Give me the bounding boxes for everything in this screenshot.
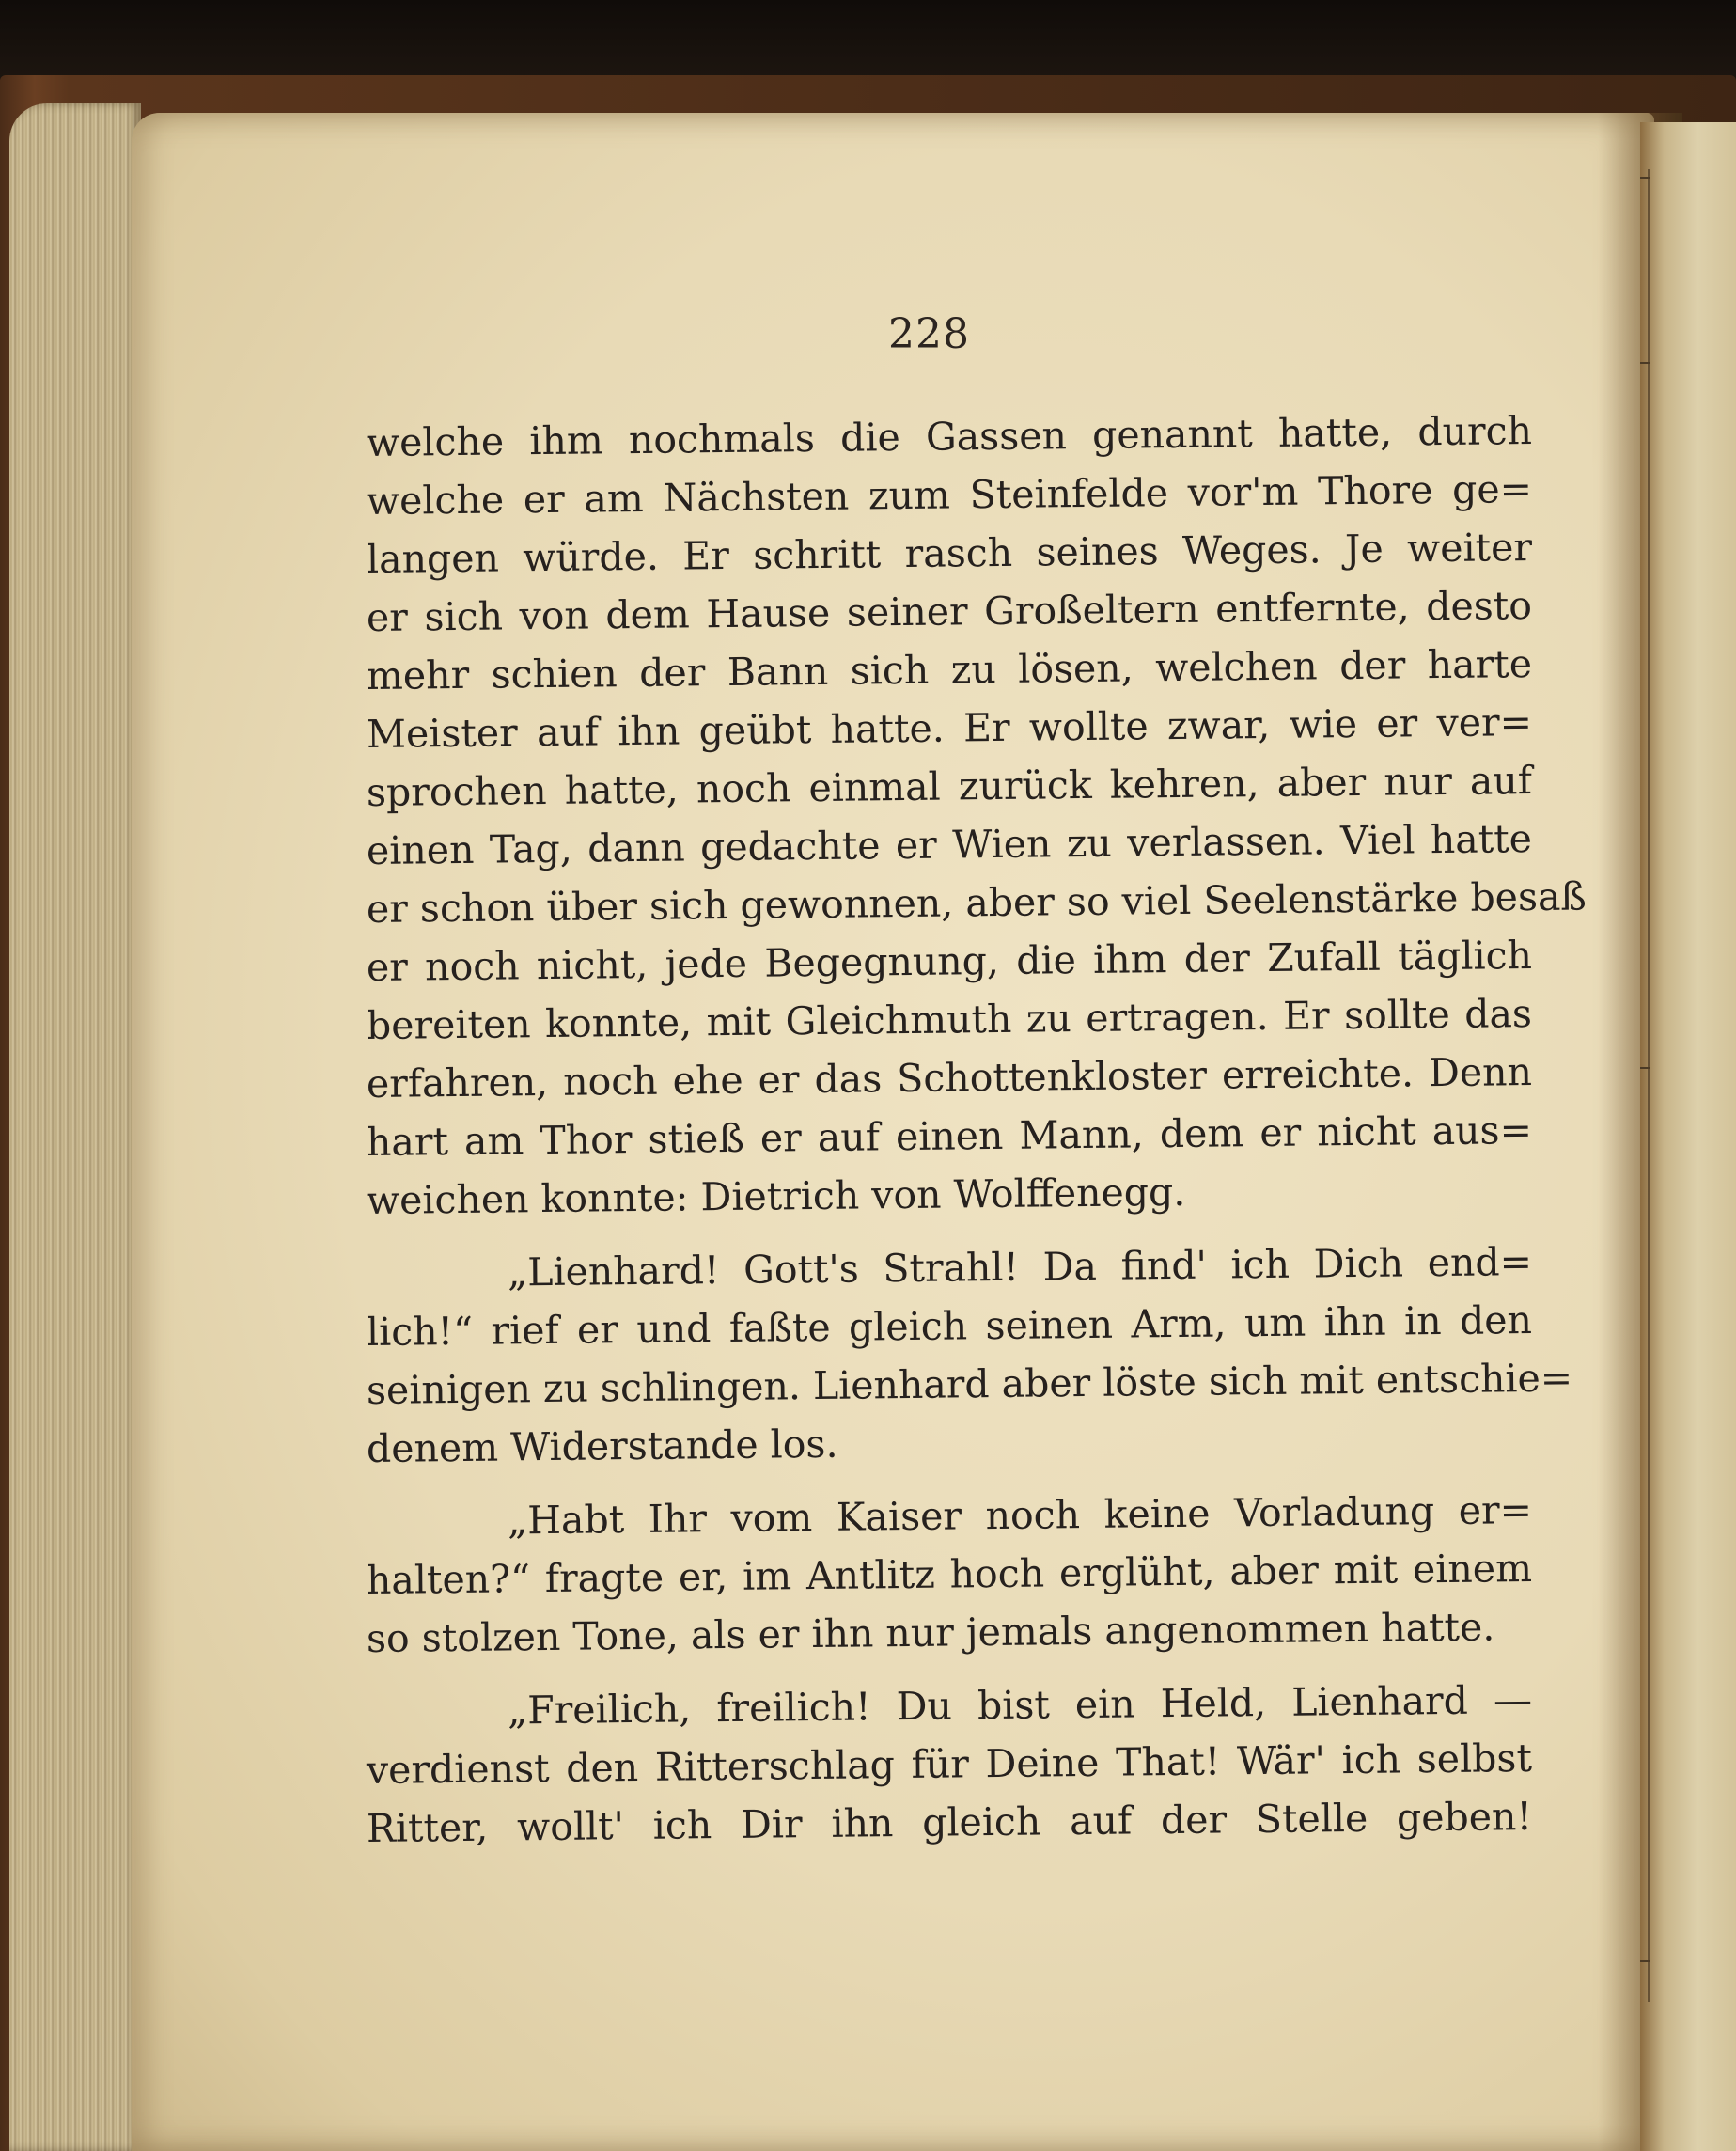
text-line: er schon über sich gewonnen, aber so viel Seelenstärke besaß [366,873,1587,932]
text-line: einen Tag, dann gedachte er Wien zu verlassen. Viel hatte [366,816,1533,873]
text-line: „Habt Ihr vom Kaiser noch keine Vorladung er= [507,1487,1533,1544]
text-line: langen würde. Er schritt rasch seines Weges. Je weiter [366,525,1533,582]
text-line: denem Widerstande los. [366,1421,838,1471]
text-line: Ritter, wollt' ich Dir ihn gleich auf der Stelle geben! [366,1794,1533,1851]
book-page-right [1640,122,1736,2151]
right-page-rule [1648,169,1650,2002]
paragraph [366,1677,1533,1858]
text-line: welche ihm nochmals die Gassen genannt hatte, durch [366,408,1533,465]
text-line: sprochen hatte, noch einmal zurück kehren, aber nur auf [366,758,1533,815]
page-number: 228 [888,310,970,358]
right-page-tick [1640,1067,1650,1069]
text-line: hart am Thor stieß er auf einen Mann, dem er nicht aus= [366,1107,1533,1165]
text-line: welche er am Nächsten zum Steinfelde vor'm Thore ge= [366,466,1533,524]
text-line: bereiten konnte, mit Gleichmuth zu ertragen. Er sollte das [366,991,1533,1048]
right-page-tick [1640,1960,1650,1962]
text-line: halten?“ fragte er, im Antlitz hoch erglüht, aber mit einem [366,1546,1533,1603]
text-line: er noch nicht, jede Begegnung, die ihm der Zufall täglich [366,933,1533,990]
text-line: mehr schien der Bann sich zu lösen, welchen der harte [366,641,1533,699]
text-line: weichen konnte: Dietrich von Wolffenegg. [366,1169,1186,1223]
text-line: seinigen zu schlingen. Lienhard aber löste sich mit entschie= [366,1355,1573,1413]
text-line: er sich von dem Hause seiner Großeltern entfernte, desto [366,583,1533,640]
paragraph [366,408,1587,1230]
text-line: „Lienhard! Gott's Strahl! Da find' ich Dich end= [507,1239,1533,1295]
right-page-tick [1640,177,1650,179]
body-text [366,408,1587,1858]
paragraph [366,1239,1573,1478]
right-page-tick [1640,362,1650,364]
text-line: lich!“ rief er und faßte gleich seinen Arm, um ihn in den [366,1297,1533,1355]
text-line: verdienst den Ritterschlag für Deine That! Wär' ich selbst [366,1735,1533,1793]
paragraph [366,1487,1533,1668]
text-line: so stolzen Tone, als er ihn nur jemals angenommen hatte. [366,1604,1495,1661]
text-line: erfahren, noch ehe er das Schottenkloster erreichte. Denn [366,1049,1533,1107]
text-line: „Freilich, freilich! Du bist ein Held, Lienhard — [507,1677,1533,1734]
page-edges [9,103,141,2151]
text-line: Meister auf ihn geübt hatte. Er wollte zwar, wie er ver= [366,699,1533,757]
